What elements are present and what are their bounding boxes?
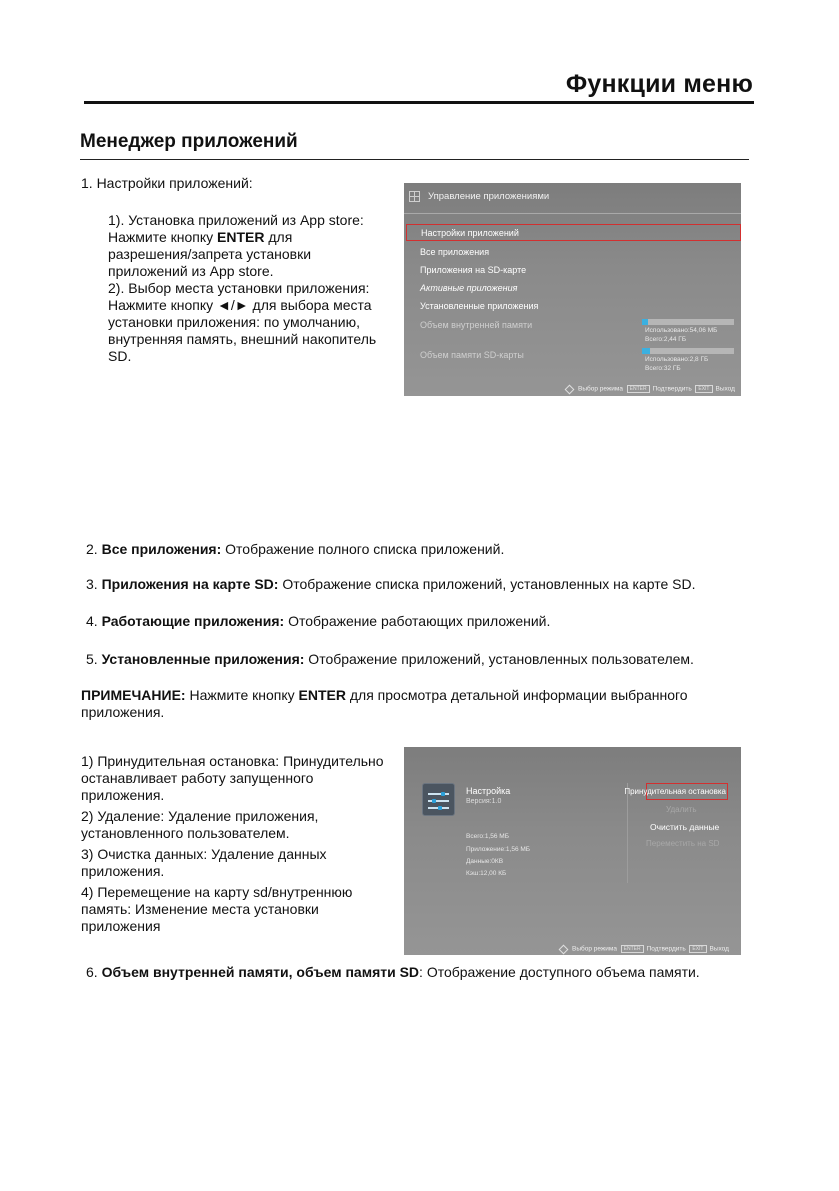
menu-item-installed-apps[interactable]: Установленные приложения <box>420 301 539 311</box>
list-item-3: 3. Приложения на карте SD: Отображение списка приложений, установленных на карте SD. <box>86 576 696 592</box>
note-line-2: приложения. <box>81 704 165 720</box>
screen-footer <box>566 385 735 393</box>
list-item-4: 4. Работающие приложения: Отображение работающих приложений. <box>86 613 551 629</box>
enter-key-icon: ENTER <box>627 385 650 393</box>
header-divider <box>84 101 754 104</box>
footer-confirm: Подтвердить <box>646 945 686 953</box>
internal-memory-bar-fill <box>642 319 648 325</box>
sub-item-1 <box>108 212 398 365</box>
stat-app: Приложение:1,56 МБ <box>466 846 531 853</box>
sub1-line: разрешения/запрета установки <box>108 246 312 262</box>
page-header-title: Функции меню <box>565 70 753 98</box>
app-name: Настройка <box>466 786 511 796</box>
menu-item-app-settings[interactable] <box>406 224 741 241</box>
list-item-6: 6. Объем внутренней памяти, объем памяти SD: Отображение доступного объема памяти. <box>86 964 700 980</box>
stat-cache: Кэш:12,00 КБ <box>466 870 507 877</box>
screen-footer <box>560 945 729 953</box>
menu-item-running-apps[interactable]: Активные приложения <box>420 283 518 293</box>
app-version: Версия:1.0 <box>466 798 502 805</box>
action-4-line: память: Изменение места установки <box>81 901 319 917</box>
uninstall-button[interactable]: Удалить <box>666 805 697 814</box>
menu-item-all-apps[interactable]: Все приложения <box>420 247 490 257</box>
sd-total-text: Всего:32 ГБ <box>645 365 681 372</box>
action-4-line: приложения <box>81 918 161 934</box>
menu-item-label: Настройки приложений <box>421 228 519 238</box>
move-to-sd-button[interactable]: Переместить на SD <box>646 839 720 848</box>
exit-key-icon: EXIT <box>695 385 712 393</box>
internal-memory-label: Объем внутренней памяти <box>420 320 533 330</box>
list-item-5: 5. Установленные приложения: Отображение приложений, установленных пользователем. <box>86 651 694 667</box>
internal-total-text: Всего:2,44 ГБ <box>645 336 687 343</box>
force-stop-button[interactable] <box>624 783 728 800</box>
action-4-line: 4) Перемещение на карту sd/внутреннюю <box>81 884 353 900</box>
sub1-line: Нажмите кнопку ENTER для <box>108 229 293 245</box>
sub2-line: 2). Выбор места установки приложения: <box>108 280 370 296</box>
stat-total: Всего:1,56 МБ <box>466 833 509 840</box>
apps-grid-icon <box>409 191 420 202</box>
action-1-line: останавливает работу запущенного <box>81 770 314 786</box>
titlebar-divider <box>404 213 741 214</box>
item-1-heading: 1. Настройки приложений: <box>81 175 253 191</box>
sd-memory-bar <box>642 348 734 354</box>
action-3-line: 3) Очистка данных: Удаление данных <box>81 846 327 862</box>
settings-app-icon <box>422 783 455 816</box>
action-1-line: 1) Принудительная остановка: Принудительно <box>81 753 384 769</box>
details-divider <box>627 783 628 883</box>
screen-title: Управление приложениями <box>428 191 550 202</box>
sub1-line: приложений из App store. <box>108 263 274 279</box>
list-item-2: 2. Все приложения: Отображение полного списка приложений. <box>86 541 505 557</box>
screen-titlebar <box>404 183 741 211</box>
sd-memory-label: Объем памяти SD-карты <box>420 350 524 360</box>
sub2-line: Нажмите кнопку ◄/► для выбора места <box>108 297 372 313</box>
enter-key-icon: ENTER <box>621 945 644 953</box>
force-stop-label: Принудительная остановка <box>624 787 726 796</box>
footer-mode: Выбор режима <box>578 385 623 393</box>
footer-mode: Выбор режима <box>572 945 617 953</box>
action-3-line: приложения. <box>81 863 165 879</box>
sd-used-text: Использовано:2,8 ГБ <box>645 356 709 363</box>
dpad-icon <box>565 384 575 394</box>
internal-used-text: Использовано:54,06 МБ <box>645 327 718 334</box>
footer-confirm: Подтвердить <box>652 385 692 393</box>
app-details-screenshot <box>404 747 741 955</box>
action-1-line: приложения. <box>81 787 165 803</box>
stat-data: Данные:0КВ <box>466 858 504 865</box>
action-2-line: 2) Удаление: Удаление приложения, <box>81 808 319 824</box>
sub1-line: 1). Установка приложений из App store: <box>108 212 364 228</box>
exit-key-icon: EXIT <box>689 945 706 953</box>
app-management-screenshot <box>404 183 741 396</box>
dpad-icon <box>559 944 569 954</box>
action-2-line: установленного пользователем. <box>81 825 290 841</box>
note-line-1: ПРИМЕЧАНИЕ: Нажмите кнопку ENTER для просмотра детальной информации выбранного <box>81 687 688 703</box>
sub2-line: установки приложения: по умолчанию, <box>108 314 360 330</box>
section-divider <box>80 159 749 160</box>
footer-exit: Выход <box>709 945 729 953</box>
footer-exit: Выход <box>715 385 735 393</box>
sub2-line: SD. <box>108 348 132 364</box>
section-title: Менеджер приложений <box>80 131 298 152</box>
sd-memory-bar-fill <box>642 348 650 354</box>
note-paragraph <box>81 687 741 721</box>
sub2-line: внутренняя память, внешний накопитель <box>108 331 377 347</box>
internal-memory-bar <box>642 319 734 325</box>
menu-item-sd-apps[interactable]: Приложения на SD-карте <box>420 265 527 275</box>
actions-list <box>81 753 401 935</box>
clear-data-button[interactable]: Очистить данные <box>650 822 720 832</box>
